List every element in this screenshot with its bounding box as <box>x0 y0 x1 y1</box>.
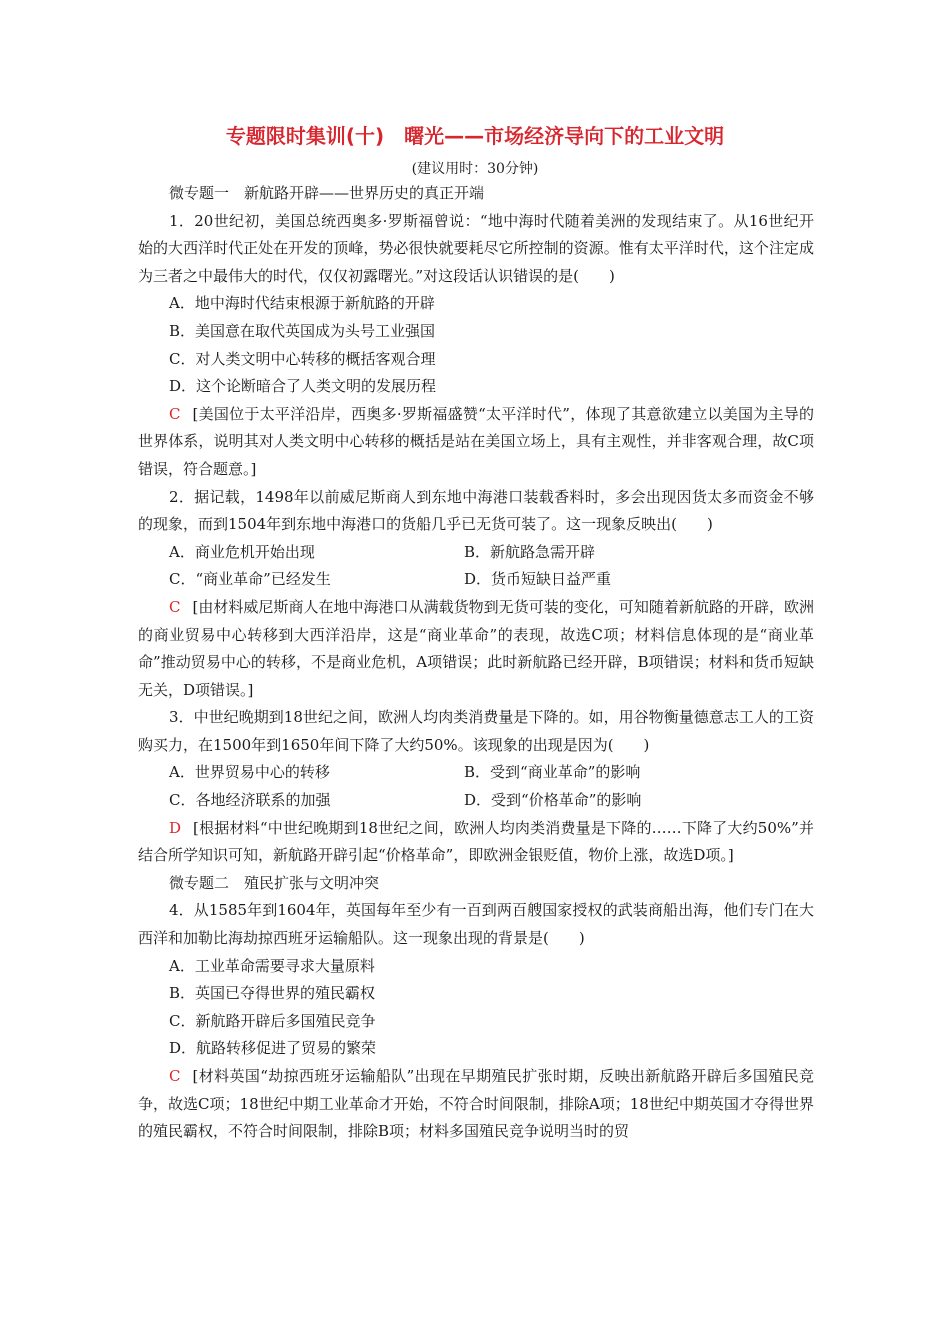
question-1-answer-block <box>138 401 814 484</box>
document-body <box>138 180 814 1146</box>
question-1-option-b: B．美国意在取代英国成为头号工业强国 <box>169 321 436 340</box>
question-4-option-d: D．航路转移促进了贸易的繁荣 <box>169 1039 377 1058</box>
question-3-explanation: [根据材料“中世纪晚期到18世纪之间，欧洲人均肉类消费量是下降的……下降了大约50%”并结合所学知识可知，新航路开辟引起“价格革命”，即欧洲金银贬值，物价上涨，故选D项。] <box>138 818 814 865</box>
question-2-options-row-2 <box>138 566 814 594</box>
question-4-option-b: B．英国已夺得世界的殖民霸权 <box>169 984 376 1003</box>
question-4-answer-block <box>138 1063 814 1146</box>
section-heading-1: 微专题一 新航路开辟——世界历史的真正开端 <box>169 184 485 202</box>
question-2-answer-block <box>138 594 814 704</box>
question-3-option-a: A．世界贸易中心的转移 <box>169 763 330 782</box>
question-3-answer-block <box>138 815 814 870</box>
page-title: 专题限时集训(十) 曙光——市场经济导向下的工业文明 <box>225 124 725 148</box>
question-3-options-row-1 <box>138 759 814 787</box>
question-2-option-a: A．商业危机开始出现 <box>169 542 315 561</box>
question-1-stem: 1．20世纪初，美国总统西奥多·罗斯福曾说：“地中海时代随着美洲的发现结束了。从16世纪开始的大西洋时代正处在开发的顶峰，势必很快就要耗尽它所控制的资源。惟有太平洋时代，这个注定成为三者之中最伟大的时代，仅仅初露曙光。”对这段话认识错误的是( ) <box>138 211 814 285</box>
question-2-option-b: B．新航路急需开辟 <box>464 542 596 561</box>
question-2-explanation: [由材料威尼斯商人在地中海港口从满载货物到无货可装的变化，可知随着新航路的开辟，欧洲的商业贸易中心转移到大西洋沿岸，这是“商业革命”的表现，故选C项；材料信息体现的是“商业革命”推动贸易中心的转移，不是商业危机，A项错误；此时新航路已经开辟，B项错误；材料和货币短缺无关，D项错误。] <box>138 597 814 699</box>
suggested-time: (建议用时：30分钟) <box>411 161 539 177</box>
question-3-options-row-2 <box>138 787 814 815</box>
question-2-answer-letter: C <box>169 597 181 616</box>
question-1-answer-letter: C <box>169 404 181 423</box>
section-heading-2: 微专题二 殖民扩张与文明冲突 <box>169 873 380 892</box>
question-2-options-row-1 <box>138 539 814 567</box>
question-3-answer-letter: D <box>169 818 182 837</box>
question-1-option-c: C．对人类文明中心转移的概括客观合理 <box>169 349 436 368</box>
question-3-option-d: D．受到“价格革命”的影响 <box>464 791 642 810</box>
question-3-option-c: C．各地经济联系的加强 <box>169 791 331 810</box>
question-1-option-d: D．这个论断暗合了人类文明的发展历程 <box>169 377 437 396</box>
question-2-option-d: D．货币短缺日益严重 <box>464 570 612 589</box>
question-4-option-a: A．工业革命需要寻求大量原料 <box>169 956 375 975</box>
question-4-option-c: C．新航路开辟后多国殖民竞争 <box>169 1011 376 1030</box>
question-4-stem: 4．从1585年到1604年，英国每年至少有一百到两百艘国家授权的武装商船出海，他们专门在大西洋和加勒比海劫掠西班牙运输船队。这一现象出现的背景是( ) <box>138 901 814 948</box>
question-3-stem: 3．中世纪晚期到18世纪之间，欧洲人均肉类消费量是下降的。如，用谷物衡量德意志工人的工资购买力，在1500年到1650年间下降了大约50%。该现象的出现是因为( ) <box>138 708 814 754</box>
question-1-option-a: A．地中海时代结束根源于新航路的开辟 <box>169 294 435 313</box>
question-4-explanation: [材料英国“劫掠西班牙运输船队”出现在早期殖民扩张时期，反映出新航路开辟后多国殖民竞争，故选C项；18世纪中期工业革命才开始，不符合时间限制，排除A项；18世纪中期英国才夺得世界的殖民霸权，不符合时间限制，排除B项；材料多国殖民竞争说明当时的贸 <box>138 1067 814 1141</box>
question-1-explanation: [美国位于太平洋沿岸，西奥多·罗斯福盛赞“太平洋时代”，体现了其意欲建立以美国为主导的世界体系，说明其对人类文明中心转移的概括是站在美国立场上，具有主观性，并非客观合理，故C项错误，符合题意。] <box>138 404 814 478</box>
question-2-option-c: C．“商业革命”已经发生 <box>169 570 331 589</box>
question-3-option-b: B．受到“商业革命”的影响 <box>464 763 641 782</box>
question-4-answer-letter: C <box>169 1067 181 1085</box>
question-2-stem: 2．据记载，1498年以前威尼斯商人到东地中海港口装载香料时，多会出现因货太多而资金不够的现象，而到1504年到东地中海港口的货船几乎已无货可装了。这一现象反映出( ) <box>138 487 814 534</box>
